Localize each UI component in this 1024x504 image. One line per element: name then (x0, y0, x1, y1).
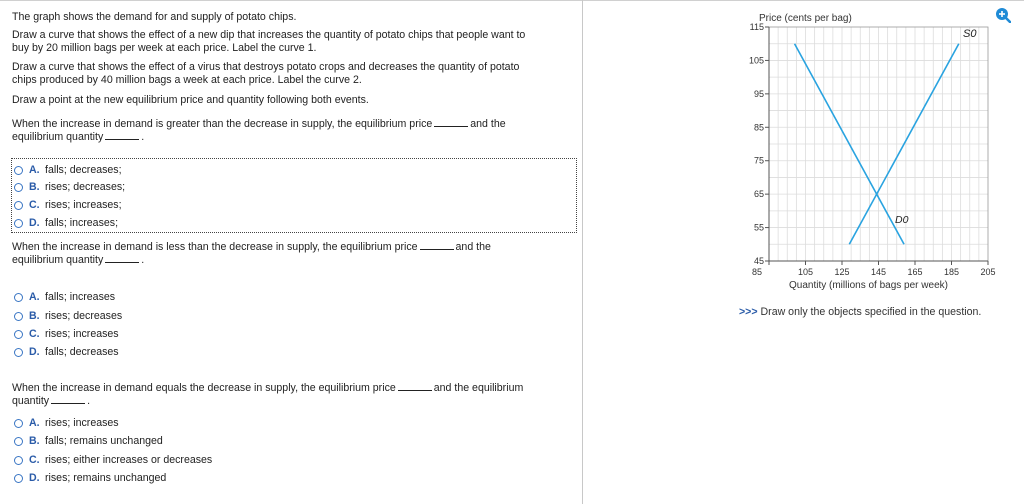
q3-text-line-2: quantity . (12, 395, 91, 407)
q2-blank-quantity (105, 253, 139, 263)
x-tick-label: 145 (870, 267, 887, 277)
q2-text-line-1: When the increase in demand is less than the decrease in supply, the equilibrium price and the (12, 241, 491, 253)
supply-label: S0 (963, 28, 977, 40)
q3-blank-quantity (51, 394, 85, 404)
instruction-2-line-1: Draw a curve that shows the effect of a virus that destroys potato crops and decreases the quantity of potato (12, 61, 520, 73)
demand-label: D0 (895, 214, 909, 226)
q1-blank-price (434, 117, 468, 127)
q3-blank-price (398, 381, 432, 391)
q2-blank-price (420, 240, 454, 250)
y-tick-label: 45 (753, 256, 764, 266)
q2-text-line-2: equilibrium quantity . (12, 254, 145, 266)
supply-demand-graph[interactable] (730, 8, 1000, 298)
y-tick-label: 55 (753, 222, 764, 233)
radio-icon[interactable] (14, 183, 23, 192)
y-tick-label: 115 (749, 22, 764, 32)
y-axis-label: Price (cents per bag) (759, 13, 852, 24)
x-tick-label: 85 (751, 267, 763, 277)
radio-icon[interactable] (14, 312, 23, 321)
q1-text-line-2: equilibrium quantity . (12, 131, 145, 143)
q3-text-line-1: When the increase in demand equals the decrease in supply, the equilibrium price and the equilibrium (12, 382, 524, 394)
zoom-in-icon[interactable] (995, 7, 1011, 23)
radio-icon[interactable] (14, 437, 23, 446)
q1-blank-quantity (105, 130, 139, 140)
y-tick-label: 95 (753, 88, 764, 99)
radio-icon[interactable] (14, 293, 23, 302)
radio-icon[interactable] (14, 330, 23, 339)
q2-option-b[interactable]: B. rises; decreases (14, 308, 122, 324)
x-tick-label: 205 (980, 267, 996, 277)
radio-icon[interactable] (14, 474, 23, 483)
q3-option-b[interactable]: B. falls; remains unchanged (14, 433, 163, 449)
q1-option-c[interactable]: C. rises; increases; (14, 197, 122, 213)
instruction-2-line-2: chips produced by 40 million bags a week at each price. Label the curve 2. (12, 74, 362, 86)
y-tick-label: 65 (753, 189, 764, 200)
q1-option-b[interactable]: B. rises; decreases; (14, 179, 125, 195)
q3-option-c[interactable]: C. rises; either increases or decreases (14, 452, 212, 468)
q3-option-a[interactable]: A. rises; increases (14, 415, 119, 431)
y-tick-label: 85 (753, 122, 764, 133)
x-tick-label: 165 (907, 267, 923, 277)
q1-option-d[interactable]: D. falls; increases; (14, 215, 118, 231)
q2-option-a[interactable]: A. falls; increases (14, 289, 115, 305)
q3-option-d[interactable]: D. rises; remains unchanged (14, 470, 166, 486)
q2-option-d[interactable]: D. falls; decreases (14, 344, 119, 360)
radio-icon[interactable] (14, 348, 23, 357)
instruction-1-line-2: buy by 20 million bags per week at each price. Label the curve 1. (12, 42, 317, 54)
instruction-3: Draw a point at the new equilibrium price and quantity following both events. (12, 94, 369, 106)
radio-icon[interactable] (14, 219, 23, 228)
radio-icon[interactable] (14, 419, 23, 428)
y-tick-label: 105 (748, 55, 764, 66)
radio-icon[interactable] (14, 456, 23, 465)
y-tick-label: 75 (753, 155, 764, 166)
q1-text-line-1: When the increase in demand is greater than the decrease in supply, the equilibrium price and the (12, 118, 506, 130)
instruction-1-line-1: Draw a curve that shows the effect of a new dip that increases the quantity of potato chips that people want to (12, 29, 526, 41)
x-tick-label: 105 (797, 267, 814, 277)
intro-text: The graph shows the demand for and supply of potato chips. (12, 11, 297, 23)
x-axis-label: Quantity (millions of bags per week) (789, 280, 948, 291)
q2-option-c[interactable]: C. rises; increases (14, 326, 119, 342)
instruction-note: >>> Draw only the objects specified in the question. (739, 306, 982, 318)
q1-option-a[interactable]: A. falls; decreases; (14, 162, 122, 178)
radio-icon[interactable] (14, 166, 23, 175)
radio-icon[interactable] (14, 201, 23, 210)
x-tick-label: 125 (834, 267, 850, 277)
x-tick-label: 185 (943, 267, 960, 277)
